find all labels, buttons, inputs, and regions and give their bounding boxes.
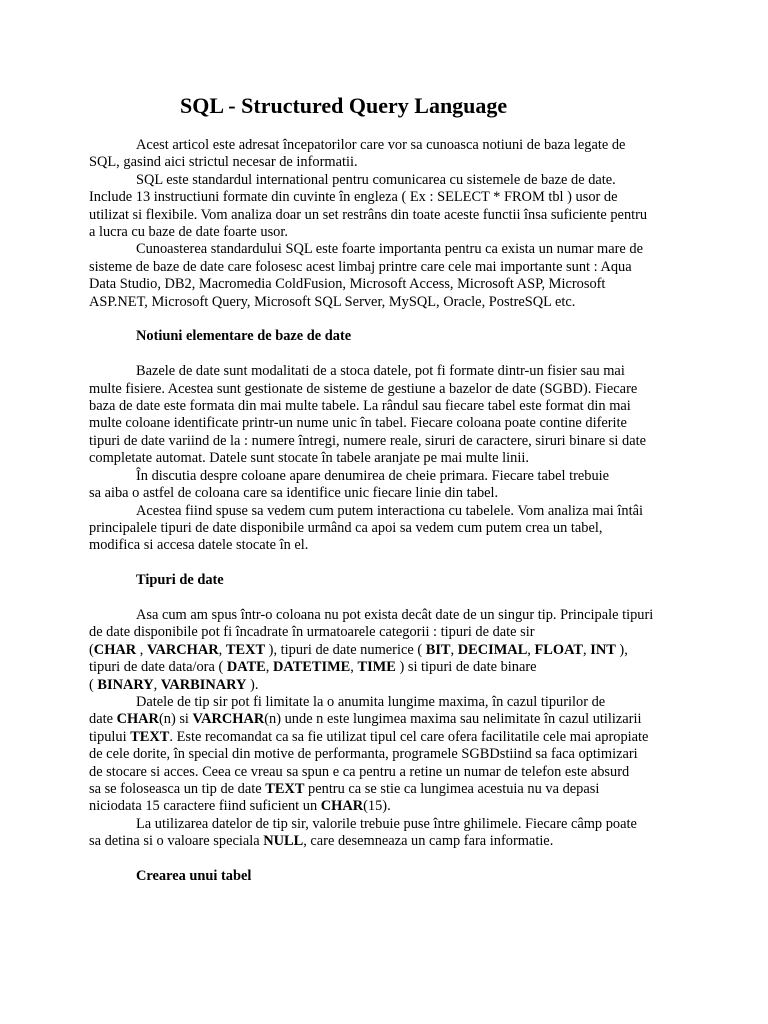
keyword: VARCHAR [146, 641, 219, 658]
keyword: DATE [226, 659, 266, 676]
text-line: multe coloane identificate printr-un nume unic în tabel. Fiecare coloana poate contine diferite [89, 415, 627, 432]
text-line: (CHAR , VARCHAR, TEXT ), tipuri de date numerice ( BIT, DECIMAL, FLOAT, INT ), [89, 641, 628, 658]
keyword: BIT [425, 641, 451, 658]
section2-paragraph-3 [89, 816, 689, 851]
text-line: Cunoasterea standardului SQL este foarte importanta pentru ca exista un numar mare de [136, 241, 643, 258]
text-line: sa aiba o astfel de coloana care sa identifice unic fiecare linie din tabel. [89, 485, 499, 502]
text-line: Datele de tip sir pot fi limitate la o anumita lungime maxima, în cazul tipurilor de [136, 693, 606, 710]
text-line: tipuri de date variind de la : numere întregi, numere reale, siruri de caractere, siruri binare si date [89, 432, 646, 449]
text-line: tipului TEXT. Este recomandat ca sa fie utilizat tipul cel care ofera facilitatile cele mai apropiate [89, 728, 649, 745]
keyword: TEXT [265, 780, 305, 797]
keyword: TEXT [130, 728, 170, 745]
text-line: modifica si accesa datele stocate în el. [89, 537, 309, 554]
text-line: Bazele de date sunt modalitati de a stoca datele, pot fi formate dintr-un fisier sau mai [136, 363, 625, 380]
text-line: de stocare si acces. Ceea ce vreau sa spun e ca pentru a retine un numar de telefon este absurd [89, 763, 630, 780]
section1-paragraph-2 [89, 468, 689, 503]
keyword: FLOAT [534, 641, 584, 658]
text-line: La utilizarea datelor de tip sir, valorile trebuie puse între ghilimele. Fiecare câmp poate [136, 815, 637, 832]
section2-paragraph-1 [89, 607, 689, 694]
keyword: NULL [263, 833, 304, 850]
keyword: TIME [357, 659, 396, 676]
keyword: DECIMAL [457, 641, 528, 658]
text-line: tipuri de date data/ora ( DATE, DATETIME, TIME ) si tipuri de date binare [89, 659, 537, 676]
section2-paragraph-2 [89, 694, 689, 816]
text-line: completate automat. Datele sunt stocate în tabele aranjate pe mai multe linii. [89, 450, 529, 467]
intro-paragraph-1 [89, 137, 689, 172]
text-line: Acest articol este adresat începatorilor care vor sa cunoasca notiuni de baza legate de [136, 137, 626, 153]
text-line: principalele tipuri de date disponibile urmând ca apoi sa vedem cum putem crea un tabel, [89, 519, 603, 536]
text-line: Asa cum am spus într-o coloana nu pot exista decât date de un singur tip. Principale tipuri [136, 606, 654, 623]
section1-paragraph-3 [89, 503, 689, 555]
text-line: baza de date este formata din mai multe tabele. La rândul sau fiecare tabel este format din mai [89, 398, 631, 415]
text-line: Acestea fiind spuse sa vedem cum putem interactiona cu tabelele. Vom analiza mai întâi [136, 502, 643, 519]
keyword: TEXT [225, 641, 266, 658]
text-line: a lucra cu baze de date foarte usor. [89, 224, 288, 241]
section-heading-notiuni: Notiuni elementare de baze de date [136, 328, 352, 345]
keyword: VARCHAR [192, 711, 265, 728]
text-line: utilizat si flexibile. Vom analiza doar un set restrâns din toate aceste functii însa suficiente pentru [89, 206, 648, 223]
document-title: SQL - Structured Query Language [180, 93, 508, 118]
text-line: ( BINARY, VARBINARY ). [89, 676, 259, 693]
text-line: Data Studio, DB2, Macromedia ColdFusion, Microsoft Access, Microsoft ASP, Microsoft [89, 276, 606, 293]
section-heading-crearea: Crearea unui tabel [136, 867, 252, 884]
keyword: BINARY [97, 676, 154, 693]
text-line: sa detina si o valoare speciala NULL, care desemneaza un camp fara informatie. [89, 833, 554, 850]
text-line: multe fisiere. Acestea sunt gestionate de sisteme de gestiune a bazelor de date (SGBD). Fiecare [89, 380, 638, 397]
section-heading-tipuri: Tipuri de date [136, 572, 224, 589]
section1-paragraph-1 [89, 363, 689, 467]
text-line: SQL, gasind aici strictul necesar de informatii. [89, 154, 358, 171]
intro-paragraph-2 [89, 172, 689, 242]
keyword: INT [590, 641, 616, 658]
text-line: ASP.NET, Microsoft Query, Microsoft SQL Server, MySQL, Oracle, PostreSQL etc. [89, 293, 576, 310]
keyword: DATETIME [272, 659, 351, 676]
keyword: CHAR [320, 798, 364, 815]
text-line: de cele dorite, în special din motive de performanta, programele SGBDstiind sa faca optimizari [89, 746, 638, 763]
text-line: sa se foloseasca un tip de date TEXT pentru ca se stie ca lungimea acestuia nu va depasi [89, 780, 600, 797]
text-line: sisteme de baze de date care folosesc acest limbaj printre care cele mai importante sunt : Aqua [89, 258, 632, 275]
document-body [89, 137, 689, 903]
text-line: SQL este standardul international pentru comunicarea cu sistemele de baze de date. [136, 171, 616, 188]
keyword: CHAR [93, 641, 137, 658]
text-line: de date disponibile pot fi încadrate în urmatoarele categorii : tipuri de date sir [89, 624, 535, 641]
keyword: VARBINARY [160, 676, 247, 693]
text-line: niciodata 15 caractere fiind suficient un CHAR(15). [89, 798, 391, 815]
text-line: date CHAR(n) si VARCHAR(n) unde n este lungimea maxima sau nelimitate în cazul utilizarii [89, 711, 642, 728]
intro-paragraph-3 [89, 241, 689, 311]
text-line: Include 13 instructiuni formate din cuvinte în engleza ( Ex : SELECT * FROM tbl ) usor de [89, 189, 618, 206]
keyword: CHAR [116, 711, 159, 728]
text-line: În discutia despre coloane apare denumirea de cheie primara. Fiecare tabel trebuie [136, 467, 610, 484]
